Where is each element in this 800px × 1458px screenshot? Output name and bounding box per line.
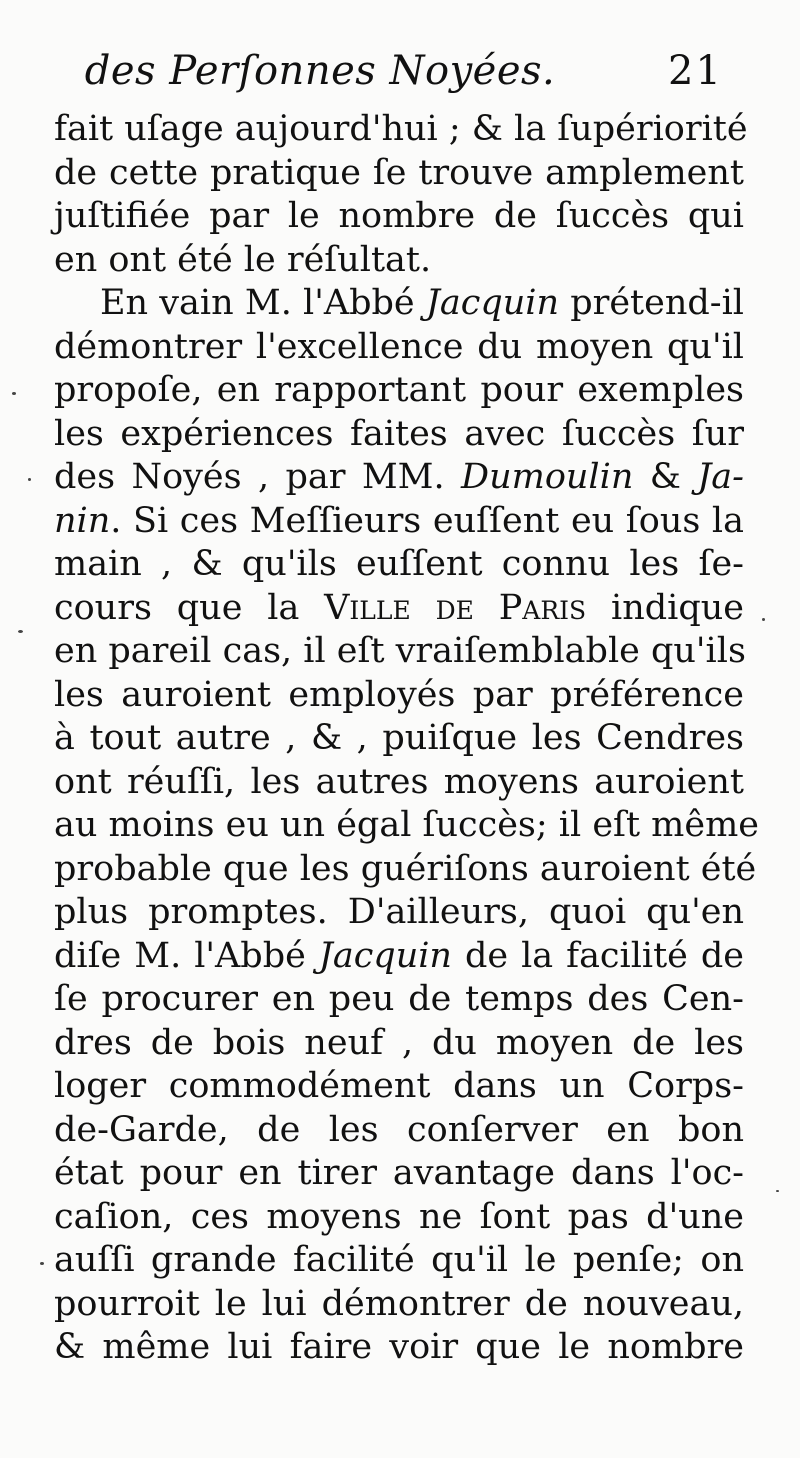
text-segment: Jacquin bbox=[318, 935, 452, 976]
text-segment: juſtifiée par le nombre de ſuccès qui bbox=[54, 196, 744, 236]
text-segment: probable que les guériſons auroient été bbox=[54, 848, 757, 889]
text-line bbox=[54, 1152, 744, 1196]
text-line bbox=[54, 1283, 744, 1327]
text-line bbox=[54, 630, 744, 674]
running-title: des Perſonnes Noyées. bbox=[84, 48, 556, 94]
page-header bbox=[0, 40, 800, 110]
text-line bbox=[54, 282, 744, 326]
body-text bbox=[54, 108, 759, 1370]
text-segment: En vain M. l'Abbé bbox=[100, 283, 426, 323]
text-line bbox=[54, 195, 744, 239]
ink-speck bbox=[18, 630, 23, 633]
text-segment: les auroient employés par préférence bbox=[54, 674, 744, 715]
text-segment: plus promptes. D'ailleurs, quoi qu'en bbox=[54, 892, 744, 932]
text-line bbox=[54, 674, 744, 718]
text-segment: des Noyés , par MM. bbox=[54, 457, 462, 497]
ink-speck bbox=[28, 478, 31, 481]
text-line bbox=[54, 1022, 744, 1066]
ink-speck bbox=[12, 392, 16, 395]
text-line bbox=[54, 1109, 744, 1153]
text-line bbox=[54, 761, 744, 805]
text-line bbox=[54, 326, 744, 370]
text-segment: les expériences faites avec ſuccès ſur bbox=[54, 413, 744, 454]
text-segment: main , & qu'ils euſſent connu les ſe- bbox=[54, 544, 744, 584]
text-segment: de la facilité de bbox=[451, 935, 744, 976]
text-segment: diſe M. l'Abbé bbox=[54, 935, 319, 976]
text-segment: état pour en tirer avantage dans l'oc- bbox=[54, 1153, 744, 1193]
text-line bbox=[54, 369, 744, 413]
text-line bbox=[54, 848, 757, 892]
text-segment: Jacquin bbox=[425, 283, 560, 323]
text-segment: & même lui faire voir que le nombre bbox=[54, 1327, 744, 1367]
text-line bbox=[54, 978, 744, 1022]
text-line bbox=[54, 891, 744, 935]
text-line bbox=[54, 717, 744, 761]
text-line bbox=[54, 543, 744, 587]
text-line bbox=[54, 500, 744, 544]
text-segment: ont réuſſi, les autres moyens auroient bbox=[54, 761, 744, 802]
page-number: 21 bbox=[668, 48, 723, 94]
text-line bbox=[54, 1326, 744, 1370]
text-line bbox=[54, 413, 744, 457]
text-segment: cours que la bbox=[54, 587, 325, 628]
text-segment: au moins eu un égal ſuccès; il eſt même bbox=[54, 805, 759, 845]
text-segment: propoſe, en rapportant pour exemples bbox=[54, 370, 744, 410]
text-segment: nin bbox=[54, 500, 111, 541]
text-segment: pourroit le lui démontrer de nouveau, bbox=[54, 1283, 744, 1324]
text-line bbox=[54, 587, 744, 631]
text-line bbox=[54, 1065, 744, 1109]
text-segment: dres de bois neuf , du moyen de les bbox=[54, 1022, 744, 1063]
text-segment: à tout autre , & , puiſque les Cendres bbox=[54, 718, 744, 758]
text-line bbox=[54, 152, 744, 196]
text-segment: démontrer l'excellence du moyen qu'il bbox=[54, 326, 744, 367]
text-segment: ſe procurer en peu de temps des Cen- bbox=[54, 979, 744, 1019]
text-segment: en pareil cas, il eſt vraiſemblable qu'ils bbox=[54, 631, 746, 671]
text-line bbox=[54, 1196, 744, 1240]
text-segment: Dumoulin bbox=[461, 457, 634, 497]
text-segment: caſion, ces moyens ne ſont pas d'une bbox=[54, 1196, 744, 1237]
text-segment: prétend-il bbox=[559, 283, 744, 323]
text-segment: Ja- bbox=[697, 457, 745, 497]
text-segment: Ville de Paris bbox=[324, 587, 587, 628]
text-line bbox=[54, 804, 759, 848]
text-line bbox=[54, 1239, 744, 1283]
text-line bbox=[54, 108, 748, 152]
ink-speck bbox=[40, 1262, 44, 1265]
text-segment: en ont été le réſultat. bbox=[54, 239, 432, 280]
text-segment: fait uſage aujourd'hui ; & la ſupériorité bbox=[54, 109, 748, 149]
ink-speck bbox=[762, 618, 765, 621]
text-segment: loger commodément dans un Corps- bbox=[54, 1066, 744, 1106]
ink-speck bbox=[776, 1190, 779, 1192]
text-segment: de-Garde, de les conſerver en bon bbox=[54, 1109, 744, 1150]
text-segment: indique bbox=[586, 587, 745, 628]
text-segment: de cette pratique ſe trouve amplement bbox=[54, 152, 744, 193]
text-line bbox=[54, 239, 744, 283]
text-line bbox=[54, 456, 744, 500]
text-line bbox=[54, 935, 744, 979]
text-segment: auſſi grande facilité qu'il le penſe; on bbox=[54, 1240, 744, 1280]
text-segment: & bbox=[633, 457, 698, 497]
text-segment: . Si ces Meſſieurs euſſent eu ſous la bbox=[110, 500, 744, 541]
